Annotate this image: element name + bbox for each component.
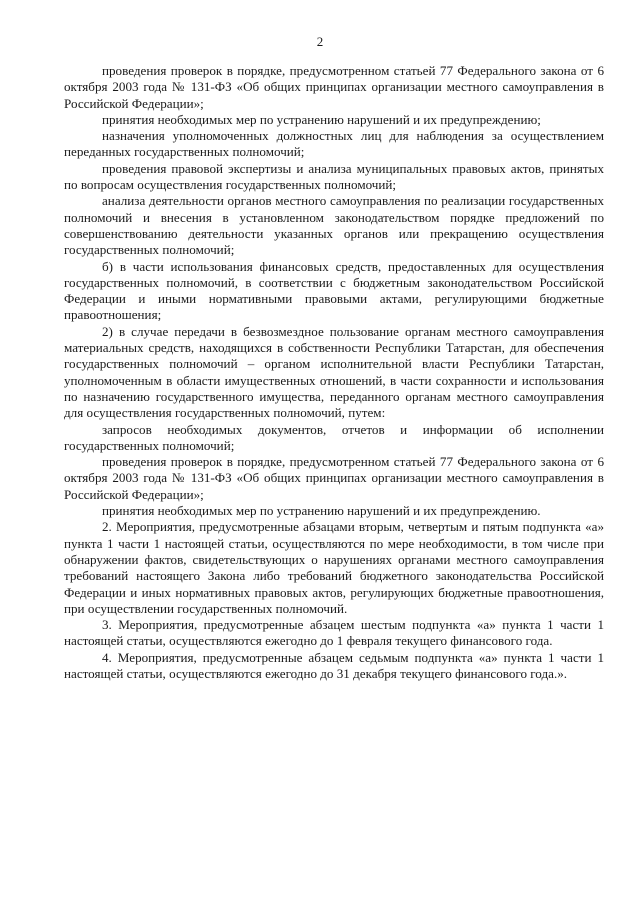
paragraph: проведения правовой экспертизы и анализа муниципальных правовых актов, принятых по вопросам осуществления государственных полномочий; xyxy=(64,160,604,193)
paragraph: запросов необходимых документов, отчетов и информации об исполнении государственных полномочий; xyxy=(64,421,604,453)
paragraph: анализа деятельности органов местного самоуправления по реализации государственных полномочий и внесения в установленном законодательством порядке предложений по совершенствованию деятельности указанных органов или прекращению осуществления государственных полномочий; xyxy=(64,193,604,258)
paragraph: проведения проверок в порядке, предусмотренном статьей 77 Федерального закона от 6 октября 2003 года № 131-ФЗ «Об общих принципах организации местного самоуправления в Российской Федерации»; xyxy=(64,63,604,111)
paragraph: 2. Мероприятия, предусмотренные абзацами вторым, четвертым и пятым подпункта «а» пункта 1 части 1 настоящей статьи, осуществляются по мере необходимости, в том числе при обнаружении фактов, свидетельствующих о нарушениях органами местного самоуправления требований настоящего Закона либо требований бюджетного законодательства Российской Федерации и иных нормативных правовых актов, регулирующих бюджетные правоотношения, при осуществлении государственных полномочий. xyxy=(64,519,604,616)
paragraph: проведения проверок в порядке, предусмотренном статьей 77 Федерального закона от 6 октября 2003 года № 131-ФЗ «Об общих принципах организации местного самоуправления в Российской Федерации»; xyxy=(64,454,604,502)
page-number: 2 xyxy=(316,34,324,49)
document-body xyxy=(64,63,604,682)
paragraph: 2) в случае передачи в безвозмездное пользование органам местного самоуправления материальных средств, находящихся в собственности Республики Татарстан, для обеспечения государственных полномочий – органом исполнительной власти Республики Татарстан, уполномоченным в области имущественных отношений, в части сохранности и использования по назначению государственного имущества, переданного органам местного самоуправления для осуществления государственных полномочий, путем: xyxy=(64,323,604,421)
paragraph: 3. Мероприятия, предусмотренные абзацем шестым подпункта «а» пункта 1 части 1 настоящей статьи, осуществляются ежегодно до 1 февраля текущего финансового года. xyxy=(64,617,604,649)
paragraph: назначения уполномоченных должностных лиц для наблюдения за осуществлением переданных государственных полномочий; xyxy=(64,128,604,160)
paragraph: б) в части использования финансовых средств, предоставленных для осуществления государственных полномочий, в соответствии с бюджетным законодательством Российской Федерации и иными нормативными правовыми актами, регулирующими бюджетные правоотношения; xyxy=(64,258,604,323)
paragraph: принятия необходимых мер по устранению нарушений и их предупреждению; xyxy=(102,111,541,127)
paragraph: принятия необходимых мер по устранению нарушений и их предупреждению. xyxy=(102,503,541,519)
paragraph: 4. Мероприятия, предусмотренные абзацем седьмым подпункта «а» пункта 1 части 1 настоящей статьи, осуществляются ежегодно до 31 декабря текущего финансового года.». xyxy=(64,649,604,681)
